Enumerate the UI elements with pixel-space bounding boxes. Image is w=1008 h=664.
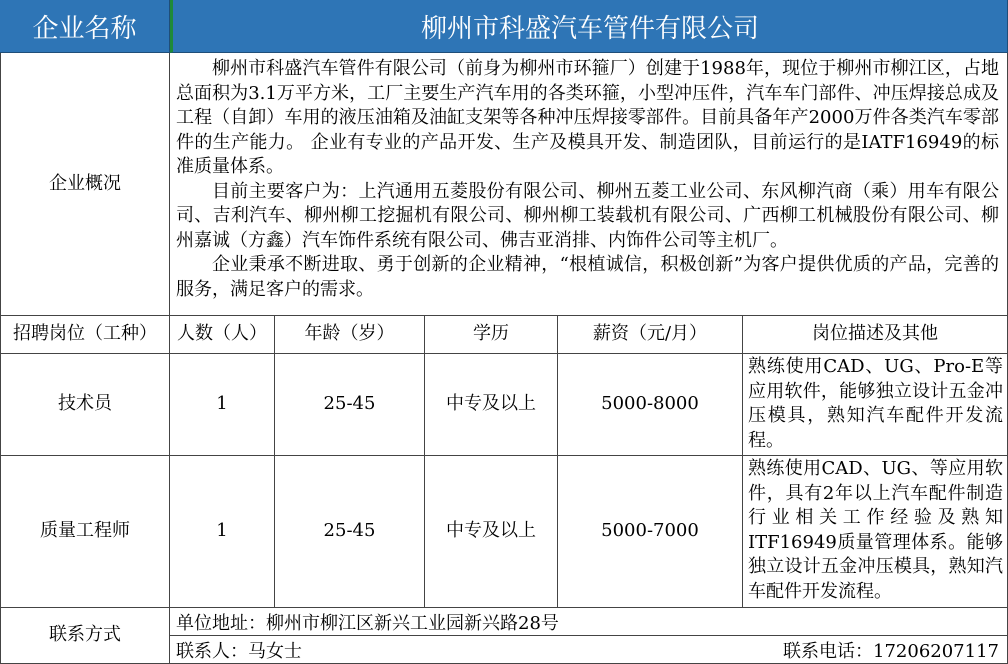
salary-text: 5000-7000 — [601, 520, 699, 542]
col-header-count — [170, 316, 275, 354]
count-text: 1 — [216, 520, 228, 542]
col-header-age — [275, 316, 425, 354]
col-header-age-text: 年龄（岁） — [304, 323, 395, 345]
company-name-text: 柳州市科盛汽车管件有限公司 — [420, 13, 759, 44]
table-row-technician-education — [425, 354, 558, 456]
overview-paragraph-customers: 目前主要客户为：上汽通用五菱股份有限公司、柳州五菱工业公司、东风柳汽商（乘）用车有限公司、吉利汽车、柳州柳工挖掘机有限公司、柳州柳工装载机有限公司、广西柳工机械股份有限公司、柳州嘉诚（方鑫）汽车饰件系统有限公司、佛吉亚消排、内饰件公司等主机厂。 — [176, 180, 999, 251]
age-text: 25-45 — [323, 520, 376, 542]
education-text: 中专及以上 — [446, 520, 536, 542]
company-name-label — [0, 0, 170, 53]
col-header-position — [0, 316, 170, 354]
contact-phone: 联系电话：17206207117 — [783, 640, 999, 662]
col-header-position-text: 招聘岗位（工种） — [13, 323, 157, 345]
table-row-quality-engineer-description — [743, 456, 1008, 608]
col-header-description-text: 岗位描述及其他 — [812, 323, 938, 345]
overview-label-text: 企业概况 — [49, 172, 121, 194]
description-text: 熟练使用CAD、UG、Pro-E等应用软件，能够独立设计五金冲压模具，熟知汽车配件开发流程。 — [748, 356, 1003, 451]
table-row-quality-engineer-education — [425, 456, 558, 608]
table-row-technician-age — [275, 354, 425, 456]
company-name-label-text: 企业名称 — [32, 13, 137, 44]
company-name-value — [170, 0, 1008, 53]
salary-text: 5000-8000 — [601, 393, 699, 415]
table-row-quality-engineer-salary — [558, 456, 743, 608]
col-header-education-text: 学历 — [473, 323, 509, 345]
count-text: 1 — [216, 393, 228, 415]
overview-paragraph-history: 柳州市科盛汽车管件有限公司（前身为柳州市环箍厂）创建于1988年，现位于柳州市柳江区，占地总面积为3.1万平方米，工厂主要生产汽车用的各类环箍，小型冲压件，汽车车门部件、冲压焊接总成及工程（自卸）车用的液压油箱及油缸支架等各种冲压焊接零部件。目前具备年产2000万件各类汽车零部件的生产能力。 企业有专业的产品开发、生产及模具开发、制造团队，目前运行的是IATF16949的标准质量体系。 — [176, 58, 999, 177]
table-row-quality-engineer-position — [0, 456, 170, 608]
contact-address: 单位地址：柳州市柳江区新兴工业园新兴路28号 — [176, 612, 559, 634]
col-header-salary-text: 薪资（元/月） — [592, 323, 708, 345]
position-text: 质量工程师 — [40, 520, 130, 542]
contact-label — [0, 608, 170, 664]
overview-content — [170, 53, 1008, 316]
age-text: 25-45 — [323, 393, 376, 415]
overview-label — [0, 53, 170, 316]
table-row-technician-count — [170, 354, 275, 456]
col-header-education — [425, 316, 558, 354]
col-header-description — [743, 316, 1008, 354]
position-text: 技术员 — [58, 393, 112, 415]
table-row-technician-position — [0, 354, 170, 456]
table-row-technician-description — [743, 354, 1008, 456]
table-row-quality-engineer-age — [275, 456, 425, 608]
contact-label-text: 联系方式 — [49, 624, 121, 646]
education-text: 中专及以上 — [446, 393, 536, 415]
contact-address-row — [170, 608, 1008, 636]
contact-person-row — [170, 636, 1008, 664]
table-row-quality-engineer-count — [170, 456, 275, 608]
table-row-technician-salary — [558, 354, 743, 456]
overview-paragraph-values: 企业秉承不断进取、勇于创新的企业精神，“根植诚信，积极创新”为客户提供优质的产品，完善的服务，满足客户的需求。 — [176, 254, 999, 300]
col-header-count-text: 人数（人） — [177, 323, 267, 345]
description-text: 熟练使用CAD、UG、等应用软件，具有2年以上汽车配件制造行业相关工作经验及熟知ITF16949质量管理体系。能够独立设计五金冲压模具，熟知汽车配件开发流程。 — [748, 458, 1003, 602]
col-header-salary — [558, 316, 743, 354]
contact-person: 联系人：马女士 — [176, 640, 302, 662]
